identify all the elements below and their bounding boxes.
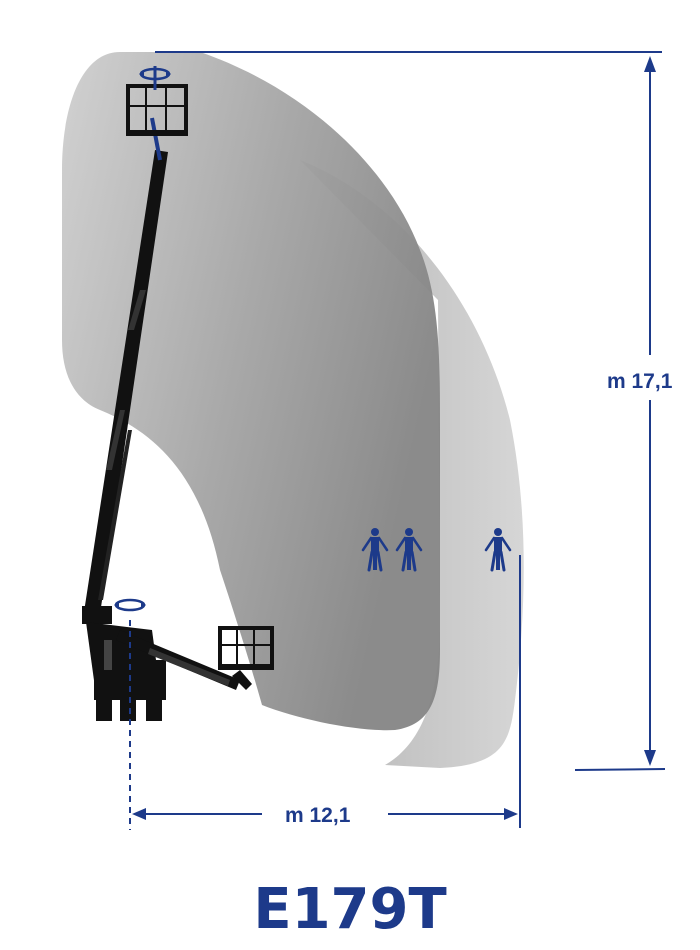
model-name: E179T bbox=[253, 877, 447, 942]
outreach-label: m 12,1 bbox=[285, 804, 351, 827]
rotation-arrow-icon bbox=[114, 600, 146, 610]
height-label: m 17,1 bbox=[607, 370, 673, 393]
chassis bbox=[82, 606, 166, 721]
